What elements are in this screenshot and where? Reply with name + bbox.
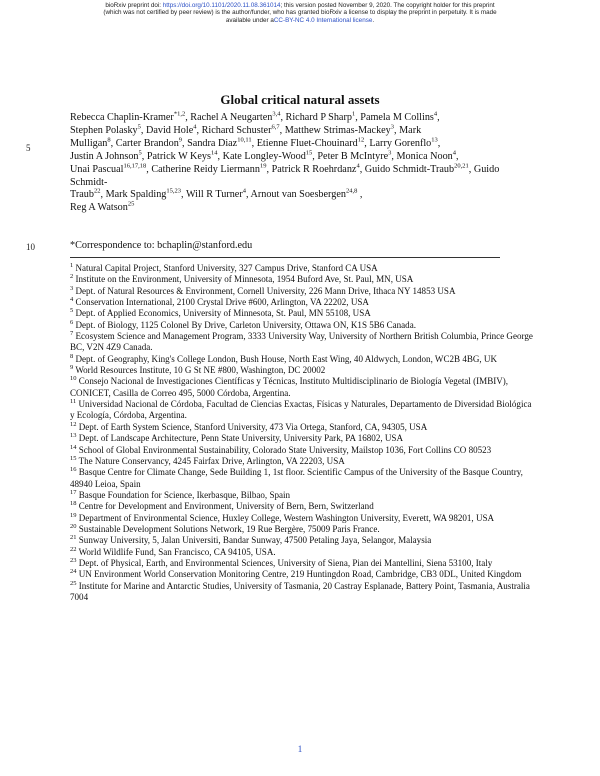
line-number-10: 10 (26, 242, 35, 252)
author-name: Will R Turner (185, 189, 243, 201)
affiliation-text: Department of Environmental Science, Huxley College, Western Washington University, Everett, WA 98201, USA (76, 512, 495, 523)
author-affiliation-marker: 5 (138, 149, 142, 157)
affiliation-text: Ecosystem Science and Management Program, 3333 University Way, University of Northern British Columbia, Prince George BC, V2N 4Z9 Canada. (70, 331, 533, 353)
header-line-1 (30, 2, 570, 9)
affiliation-item (70, 286, 535, 297)
author-name: Matthew Strimas-Mackey (284, 124, 391, 136)
affiliation-text: World Resources Institute, 10 G St NE #800, Washington, DC 20002 (73, 365, 326, 376)
header-line3-prefix: available under a (225, 16, 274, 24)
author-affiliation-marker: 16,17,18 (123, 162, 147, 170)
author-affiliation-marker: 4 (356, 162, 360, 170)
author-line: Stephen Polasky$^5$, David Hole$^4$, Richard Schuster$^{6,7}$, Matthew Strimas-Mackey$^3$, Mark (70, 123, 422, 136)
author-affiliation-marker: 15,23 (166, 188, 182, 196)
affiliation-text: Dept. of Geography, King's College London, Bush House, North East Wing, 40 Aldwych, London, WC2B 4BG, UK (73, 353, 498, 364)
author-affiliation-marker: 3 (390, 123, 395, 131)
author-line: Unai Pascual$^{16,17,18}$, Catherine Reidy Liermann$^{19}$, Patrick R Roehrdanz$^4$, Guido Schmidt-Traub$^{20,21}$, Guido Schmidt- (70, 162, 500, 188)
author-affiliation-marker: 15 (305, 149, 313, 157)
affiliation-item (70, 331, 535, 354)
affiliation-number: 15 (70, 454, 77, 462)
affiliation-item (70, 513, 535, 524)
affiliation-text: Dept. of Earth System Science, Stanford University, 473 Via Ortega, Stanford, CA, 94305, USA (76, 421, 428, 432)
footnote-rule (70, 257, 500, 258)
affiliation-list (70, 263, 535, 603)
author-name: Reg A Watson (70, 202, 128, 214)
affiliation-number: 10 (70, 375, 77, 383)
affiliation-number: 17 (70, 488, 77, 496)
affiliation-text: Basque Centre for Climate Change, Sede Building 1, 1st floor. Scientific Campus of the University of the Basque Country, 48940 Leioa, Spain (70, 467, 523, 489)
affiliation-number: 14 (70, 443, 77, 451)
affiliation-number: 11 (70, 398, 77, 406)
author-name: Mark Spalding (105, 189, 167, 201)
author-name: Patrick W Keys (146, 150, 211, 162)
author-name: Rebecca Chaplin-Kramer (70, 112, 174, 123)
affiliation-number: 18 (70, 500, 77, 508)
affiliation-number: 2 (70, 273, 74, 281)
author-affiliation-marker: 22 (93, 188, 101, 196)
author-name: Justin A Johnson (70, 150, 139, 162)
author-affiliation-marker: 4 (242, 188, 246, 196)
author-name: Unai Pascual (70, 163, 124, 175)
affiliation-item (70, 376, 535, 399)
affiliation-item (70, 569, 535, 580)
author-name: Peter B McIntyre (317, 150, 389, 162)
license-link[interactable]: CC-BY-NC 4.0 International license (273, 16, 373, 24)
affiliation-item (70, 558, 535, 569)
author-name: Sandra Diaz (187, 137, 238, 149)
affiliation-number: 13 (70, 432, 77, 440)
author-name: Mulligan (70, 137, 108, 149)
affiliation-text: Dept. of Biology, 1125 Colonel By Drive, Carleton University, Ottawa ON, K1S 5B6 Canada. (73, 319, 416, 330)
affiliation-number: 3 (70, 284, 74, 292)
author-affiliation-marker: 4 (433, 110, 438, 118)
affiliation-item (70, 320, 535, 331)
author-line: Justin A Johnson$^5$, Patrick W Keys$^{14}$, Kate Longley-Wood$^{15}$, Peter B McIntyre$^3$, Monica Noon$^4$, (70, 149, 459, 162)
author-name: David Hole (145, 124, 194, 136)
author-name: Arnout van Soesbergen (250, 189, 346, 201)
affiliation-text: Universidad Nacional de Córdoba, Facultad de Ciencias Exactas, Físicas y Naturales, Departamento de Diversidad Biológica y Ecología, Córdoba, Argentina. (70, 399, 532, 421)
author-name: Richard P Sharp (285, 112, 352, 123)
affiliation-text: Institute on the Environment, University of Minnesota, 1954 Buford Ave, St. Paul, MN, USA (73, 274, 414, 285)
author-affiliation-marker: 20,21 (454, 162, 469, 170)
header-suffix: ; this version posted November 9, 2020. The copyright holder for this preprint (280, 2, 495, 9)
affiliation-item (70, 547, 535, 558)
page-number: 1 (297, 745, 303, 755)
author-name: Kate Longley-Wood (222, 150, 306, 162)
affiliation-number: 21 (70, 534, 77, 542)
author-affiliation-marker: 13 (431, 136, 438, 144)
header-prefix: bioRxiv preprint doi: (105, 2, 163, 9)
affiliation-item (70, 399, 535, 422)
affiliation-item (70, 433, 535, 444)
correspondence: *Correspondence to: bchaplin@stanford.edu (70, 240, 253, 251)
affiliation-number: 5 (70, 307, 74, 315)
author-affiliation-marker: 25 (127, 200, 135, 208)
author-affiliation-marker: 19 (259, 162, 267, 170)
author-name: Rachel A Neugarten (190, 112, 273, 123)
author-name: Carter Brandon (115, 137, 179, 149)
affiliation-item (70, 308, 535, 319)
affiliation-text: World Wildlife Fund, San Francisco, CA 94105, USA. (76, 546, 276, 557)
header-line-3 (30, 17, 570, 24)
affiliation-text: Dept. of Applied Economics, University of Minnesota, St. Paul, MN 55108, USA (73, 308, 371, 319)
header-line-2: (which was not certified by peer review) is the author/funder, who has granted bioRxiv a license to display the preprint in perpetuity. It is made (103, 9, 497, 17)
paper-title: Global critical natural assets (220, 92, 380, 107)
affiliation-item (70, 501, 535, 512)
affiliation-item (70, 422, 535, 433)
author-line: Rebecca Chaplin-Kramer$^{*1,2}$, Rachel A Neugarten$^{3,4}$, Richard P Sharp$^1$, Pamela M Collins$^4$, (70, 110, 440, 123)
affiliation-item (70, 263, 535, 274)
affiliation-number: 12 (70, 420, 77, 428)
affiliation-text: Institute for Marine and Antarctic Studies, University of Tasmania, 20 Castray Esplanade, Battery Point, Tasmania, Australia 7004 (70, 580, 530, 602)
affiliation-number: 8 (70, 352, 74, 360)
author-affiliation-marker: 1 (351, 110, 356, 118)
affiliation-text: Centre for Development and Environment, University of Bern, Bern, Switzerland (76, 501, 374, 512)
author-name: Guido Schmidt-Traub (364, 163, 455, 175)
affiliation-item (70, 297, 535, 308)
author-name: Monica Noon (396, 150, 453, 162)
doi-link[interactable]: https://doi.org/10.1101/2020.11.08.361014 (162, 2, 281, 9)
author-line: Traub$^{22}$, Mark Spalding$^{15,23}$, Will R Turner$^4$, Arnout van Soesbergen$^{24,8}$ , (70, 188, 363, 201)
affiliation-number: 19 (70, 511, 77, 519)
author-affiliation-marker: 5 (137, 123, 141, 131)
affiliation-item (70, 490, 535, 501)
affiliation-item (70, 445, 535, 456)
affiliation-item (70, 456, 535, 467)
affiliation-text: Sunway University, 5, Jalan Universiti, Bandar Sunway, 47500 Petaling Jaya, Selangor, Malaysia (76, 535, 432, 546)
affiliation-number: 1 (70, 261, 74, 269)
affiliation-text: Consejo Nacional de Investigaciones Científicas y Técnicas, Instituto Multidisciplinario de Biología Vegetal (IMBIV), CONICET, Casilla de Correo 495, 5000 Córdoba, Argentina. (70, 376, 509, 398)
preprint-header (30, 2, 570, 24)
line-number-5: 5 (26, 143, 31, 153)
affiliation-item (70, 354, 535, 365)
author-name: Etienne Fluet-Chouinard (256, 137, 358, 149)
author-affiliation-marker: 10,11 (237, 136, 252, 144)
affiliation-number: 20 (70, 522, 77, 530)
affiliation-number: 24 (70, 568, 77, 576)
author-affiliation-marker: 6,7 (271, 123, 280, 131)
header-line3-suffix: . (372, 16, 375, 24)
author-affiliation-marker: 3 (388, 149, 392, 157)
author-affiliation-marker: 4 (452, 149, 457, 157)
affiliation-number: 16 (70, 466, 77, 474)
affiliation-number: 4 (70, 296, 74, 304)
affiliation-text: Dept. of Physical, Earth, and Environmental Sciences, University of Siena, Pian dei Mantellini, Siena 53100, Italy (76, 557, 493, 568)
affiliation-item (70, 581, 535, 604)
author-name: Larry Gorenflo (369, 137, 432, 149)
author-name: Catherine Reidy Liermann (151, 163, 260, 175)
author-affiliation-marker: *1,2 (173, 110, 186, 118)
author-line: Mulligan$^8$, Carter Brandon$^9$, Sandra Diaz$^{10,11}$, Etienne Fluet-Chouinard$^{12}$, Larry Gorenflo$^{13}$, (70, 136, 441, 149)
affiliation-text: Conservation International, 2100 Crystal Drive #600, Arlington, VA 22202, USA (73, 297, 369, 308)
author-affiliation-marker: 4 (193, 123, 197, 131)
author-affiliation-marker: 12 (357, 136, 365, 144)
affiliation-number: 22 (70, 545, 77, 553)
affiliation-number: 7 (70, 330, 74, 338)
affiliation-text: Natural Capital Project, Stanford University, 327 Campus Drive, Stanford CA USA (73, 263, 378, 273)
affiliation-item (70, 467, 535, 490)
author-affiliation-marker: 24,8 (345, 188, 358, 196)
affiliation-item (70, 535, 535, 546)
author-line (70, 202, 530, 215)
author-affiliation-marker: 9 (178, 136, 183, 144)
author-name: Patrick R Roehrdanz (271, 163, 357, 175)
affiliation-number: 25 (70, 579, 77, 587)
author-name: Traub (70, 189, 94, 201)
affiliation-text: School of Global Environmental Sustainability, Colorado State University, Mailstop 1036, Fort Collins CO 80523 (76, 444, 492, 455)
affiliation-number: 23 (70, 556, 77, 564)
affiliation-item (70, 274, 535, 285)
author-affiliation-marker: 8 (107, 136, 111, 144)
affiliation-text: Dept. of Landscape Architecture, Penn State University, University Park, PA 16802, USA (76, 433, 403, 444)
affiliation-item (70, 365, 535, 376)
author-name: Pamela M Collins (360, 112, 434, 123)
affiliation-number: 6 (70, 318, 74, 326)
author-name: Richard Schuster (201, 124, 272, 136)
affiliation-text: Sustainable Development Solutions Network, 19 Rue Bergère, 75009 Paris France. (76, 523, 380, 534)
author-list (70, 112, 530, 215)
affiliation-item (70, 524, 535, 535)
affiliation-text: Basque Foundation for Science, Ikerbasque, Bilbao, Spain (76, 489, 291, 500)
author-affiliation-marker: 3,4 (272, 110, 281, 118)
affiliation-number: 9 (70, 364, 74, 372)
affiliation-text: Dept. of Natural Resources & Environment, Cornell University, 226 Mann Drive, Ithaca NY 14853 USA (73, 285, 456, 296)
affiliation-text: The Nature Conservancy, 4245 Fairfax Drive, Arlington, VA 22203, USA (76, 455, 345, 466)
affiliation-text: UN Environment World Conservation Monitoring Centre, 219 Huntingdon Road, Cambridge, CB3 0DL, United Kingdom (76, 569, 522, 580)
author-name: Stephen Polasky (70, 124, 138, 136)
author-affiliation-marker: 14 (211, 149, 218, 157)
